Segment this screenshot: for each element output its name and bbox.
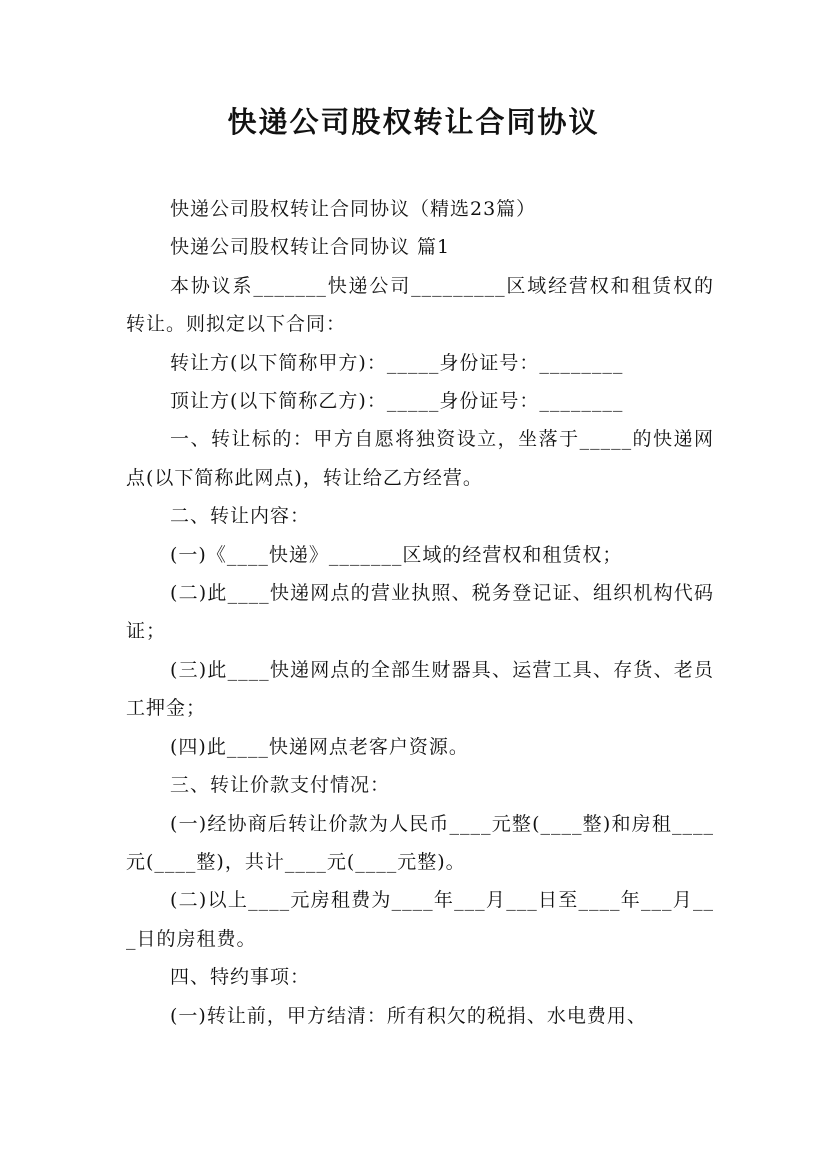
- paragraph-clause-special-heading: 四、特约事项：: [170, 966, 311, 989]
- paragraph-content-item-2: (二)此____快递网点的营业执照、税务登记证、组织机构代码证；: [126, 582, 714, 643]
- paragraph-party-b: 顶让方(以下简称乙方)：_____身份证号：________: [170, 390, 624, 413]
- paragraph-content-item-3: (三)此____快递网点的全部生财器具、运营工具、存货、老员工押金；: [126, 658, 714, 720]
- paragraph-clause-content-heading: 二、转让内容：: [170, 505, 311, 528]
- paragraph-clause-subject: 一、转让标的：甲方自愿将独资设立，坐落于_____的快递网点(以下简称此网点)，转让给乙方经营。: [126, 428, 714, 489]
- paragraph-content-item-1: (一)《____快递》_______区域的经营权和租赁权；: [170, 543, 623, 566]
- paragraph-payment-item-2: (二)以上____元房租费为____年___月___日至____年___月___日的房租费。: [126, 889, 714, 950]
- paragraph-payment-item-1: (一)经协商后转让价款为人民币____元整(____整)和房租____元(____整)，共计____元(____元整)。: [126, 812, 714, 873]
- paragraph-special-item-1: (一)转让前，甲方结清：所有积欠的税捐、水电费用、: [170, 1004, 647, 1027]
- paragraph-intro: 本协议系_______快递公司_________区域经营权和租赁权的转让。则拟定以下合同：: [126, 274, 714, 336]
- paragraph-clause-payment-heading: 三、转让价款支付情况：: [170, 774, 391, 797]
- paragraph-heading-part1: 快递公司股权转让合同协议 篇1: [170, 236, 451, 259]
- paragraph-party-a: 转让方(以下简称甲方)：_____身份证号：________: [170, 351, 624, 374]
- paragraph-content-item-4: (四)此____快递网点老客户资源。: [170, 735, 469, 758]
- document-body: [126, 190, 714, 1035]
- paragraph-heading-selected: 快递公司股权转让合同协议（精选23篇）: [170, 198, 537, 220]
- document-title: 快递公司股权转让合同协议: [227, 105, 600, 139]
